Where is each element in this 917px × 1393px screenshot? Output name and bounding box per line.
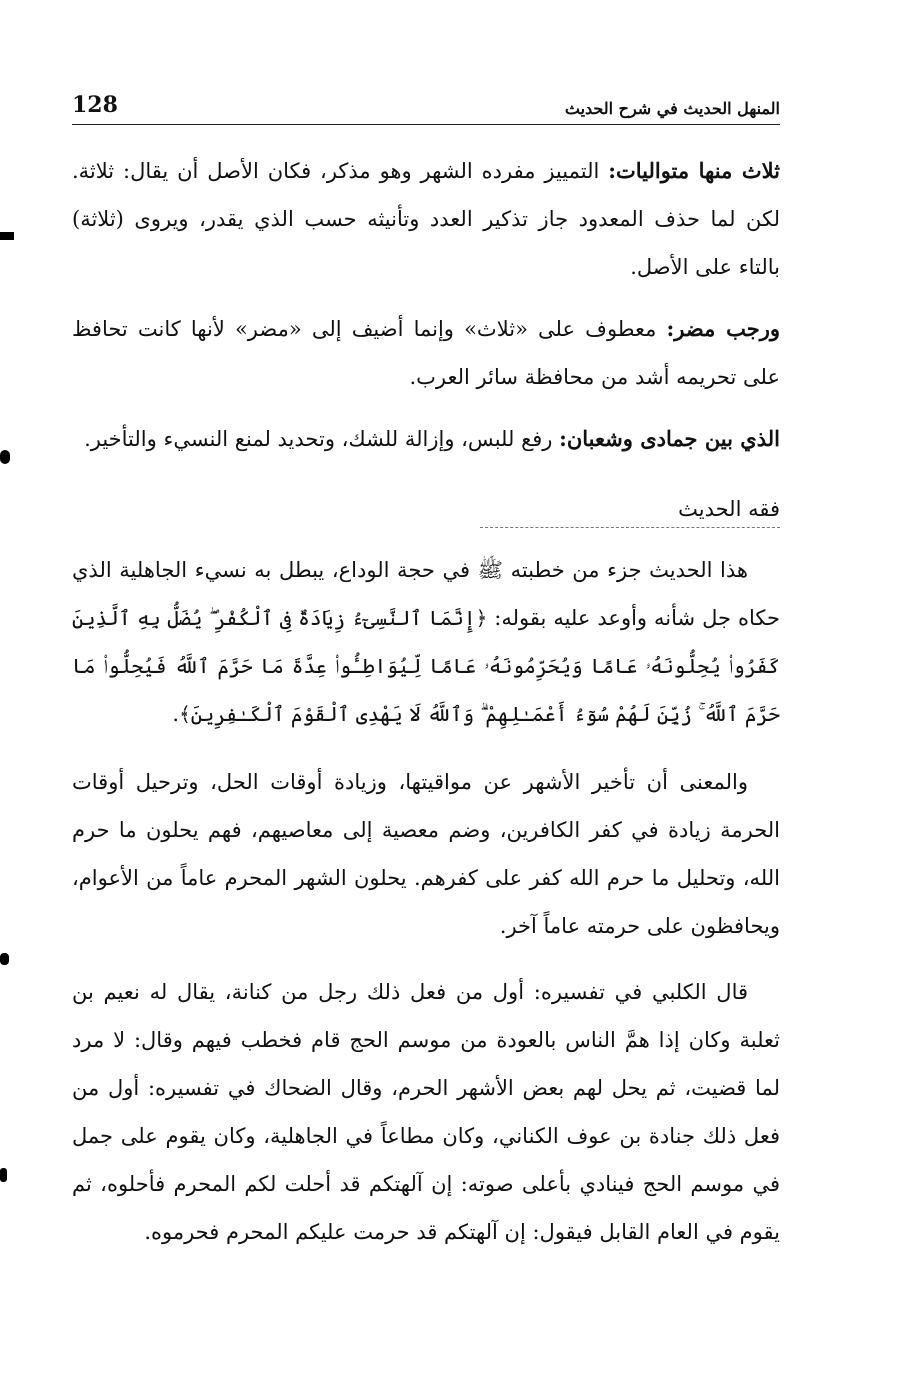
paragraph bbox=[72, 758, 780, 950]
paragraph-text: والمعنى أن تأخير الأشهر عن مواقيتها، وزيادة أوقات الحل، وترحيل أوقات الحرمة زيادة في كفر الكافرين، وضم معصية إلى معاصيهم، فهم يحلون ما حرم الله، وتحليل ما حرم الله كفر على كفرهم. يحلون الشهر المحرم عاماً من الأعوام، ويحافظون على حرمته عاماً آخر. bbox=[72, 770, 780, 938]
paragraph-end: . bbox=[172, 702, 180, 726]
scan-margin-mark bbox=[0, 450, 10, 464]
paragraph bbox=[72, 968, 780, 1256]
section-heading: فقه الحديث bbox=[480, 493, 780, 528]
lemma: ورجب مضر: bbox=[666, 316, 780, 341]
paragraph-text: هذا الحديث جزء من خطبته ﷺ في حجة الوداع، يبطل به نسيء الجاهلية الذي حكاه جل شأنه وأوعد عليه بقوله: bbox=[72, 558, 780, 630]
page-header bbox=[72, 82, 780, 125]
paragraph bbox=[72, 415, 780, 463]
paragraph-text: قال الكلبي في تفسيره: أول من فعل ذلك رجل من كنانة، يقال له نعيم بن ثعلبة وكان إذا همَّ الناس بالعودة من موسم الحج قام فخطب فيهم وقال: لا مرد لما قضيت، ثم يحل لهم بعض الأشهر الحرم، وقال الضحاك في تفسيره: أول من فعل ذلك جنادة بن عوف الكناني، وكان مطاعاً في الجاهلية، وكان يقوم على جمل في موسم الحج فينادي بأعلى صوته: إن آلهتكم قد أحلت لكم المحرم فأحلوه، ثم يقوم في العام القابل فيقول: إن آلهتكم قد حرمت عليكم المحرم فحرموه. bbox=[72, 980, 780, 1244]
book-page bbox=[72, 82, 780, 1256]
quran-verse: ﴿إِنَّمَا ٱلنَّسِىٓءُ زِيَادَةٌ فِى ٱلْكُفْرِ ۖ يُضَلُّ بِهِ ٱلَّذِينَ كَفَرُوا۟ يُحِلُّونَهُۥ عَامًا وَيُحَرِّمُونَهُۥ عَامًا لِّيُوَاطِـُٔوا۟ عِدَّةَ مَا حَرَّمَ ٱللَّهُ فَيُحِلُّوا۟ مَا حَرَّمَ ٱللَّهُ ۚ زُيِّنَ لَهُمْ سُوٓءُ أَعْمَـٰلِهِمْ ۗ وَٱللَّهُ لَا يَهْدِى ٱلْقَوْمَ ٱلْكَـٰفِرِينَ﴾ bbox=[72, 606, 780, 726]
page-number: 128 bbox=[72, 92, 118, 118]
lemma: الذي بين جمادى وشعبان: bbox=[559, 426, 780, 451]
paragraph-text: رفع للبس، وإزالة للشك، وتحديد لمنع النسيء والتأخير. bbox=[84, 427, 560, 451]
paragraph-text: التمييز مفرده الشهر وهو مذكر، فكان الأصل أن يقال: ثلاثة. لكن لما حذف المعدود جاز تذكير العدد وتأنيثه حسب الذي يقدر، ويروى (ثلاثة) بالتاء على الأصل. bbox=[72, 159, 780, 279]
paragraph bbox=[72, 147, 780, 291]
paragraph bbox=[72, 305, 780, 401]
paragraph-text: معطوف على «ثلاث» وإنما أضيف إلى «مضر» لأنها كانت تحافظ على تحريمه أشد من محافظة سائر العرب. bbox=[72, 317, 780, 389]
scan-margin-mark bbox=[0, 953, 9, 965]
running-title: المنهل الحديث في شرح الحديث bbox=[564, 99, 780, 118]
scan-margin-mark bbox=[0, 1168, 7, 1182]
scan-margin-mark bbox=[0, 232, 14, 240]
lemma: ثلاث منها متواليات: bbox=[608, 158, 780, 183]
paragraph bbox=[72, 546, 780, 738]
